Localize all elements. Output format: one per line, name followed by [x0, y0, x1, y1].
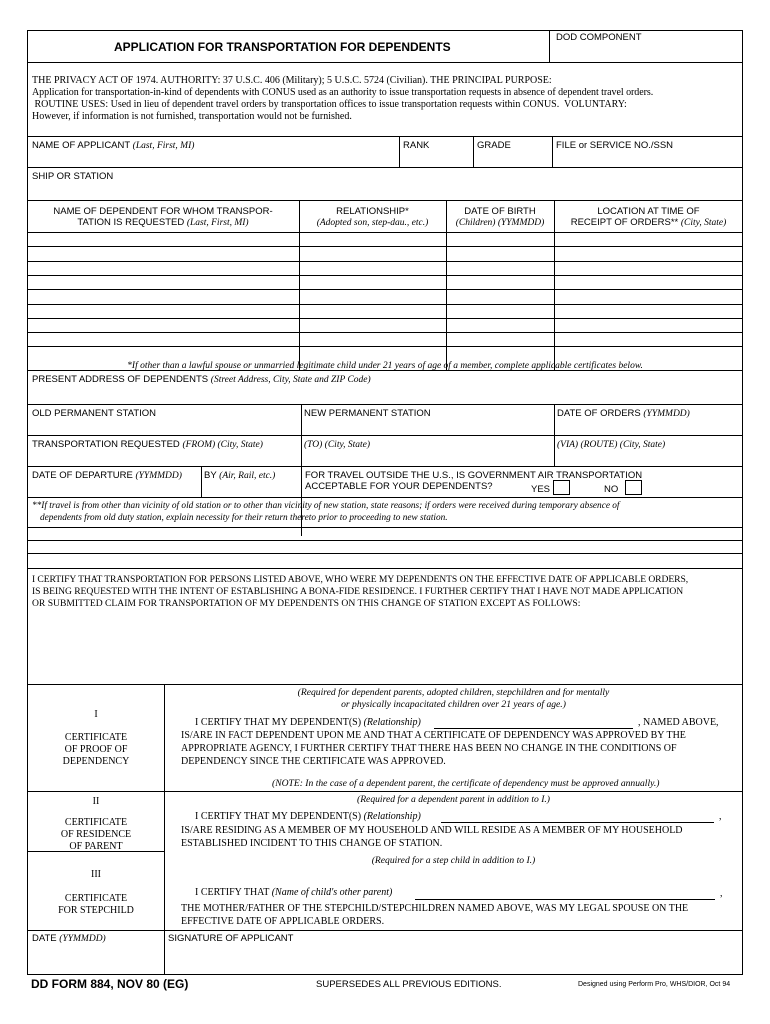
travel-reason-note-line-1: **If travel is from other than vicinity of old station or to other than vicinity of new station, state reasons; if orders were received during temporary absence of: [32, 501, 620, 511]
cert3-statement-c: EFFECTIVE DATE OF APPLICABLE ORDERS.: [181, 916, 385, 927]
no-checkbox[interactable]: [625, 480, 642, 495]
dependent-location-field[interactable]: [555, 290, 740, 302]
dependent-relationship-field[interactable]: [300, 276, 444, 288]
dependent-row: [28, 232, 742, 246]
dependent-relationship-field[interactable]: [300, 305, 444, 317]
cert2-statement-a-end: ,: [719, 811, 722, 822]
cert1-numeral: I: [94, 709, 98, 720]
travel-reason-field-1[interactable]: [29, 527, 741, 539]
travel-question-line-1: FOR TRAVEL OUTSIDE THE U.S., IS GOVERNMENT AIR TRANSPORTATION: [305, 470, 643, 481]
cert1-requirement: (Required for dependent parents, adopted children, stepchildren and for mentally or physically incapacitated children over 21 years of age.): [297, 687, 610, 711]
grade-label: GRADE: [477, 140, 511, 151]
cert3-numeral: III: [91, 869, 101, 880]
dependent-name-field[interactable]: [29, 233, 297, 245]
transport-to-label: (TO) (City, State): [304, 440, 371, 450]
departure-date-field[interactable]: [29, 482, 200, 496]
dependent-dob-field[interactable]: [447, 233, 552, 245]
old-station-field[interactable]: [29, 420, 299, 435]
dependent-row: [28, 289, 742, 303]
dependent-relationship-field[interactable]: [300, 347, 444, 359]
dependent-row: [28, 275, 742, 289]
cert3-statement-a: I CERTIFY THAT (Name of child's other parent): [195, 887, 393, 898]
certify-line-1: I CERTIFY THAT TRANSPORTATION FOR PERSONS LISTED ABOVE, WHO WERE MY DEPENDENTS ON THE EFFECTIVE DATE OF APPLICABLE ORDERS,: [32, 574, 689, 585]
privacy-line-1: THE PRIVACY ACT OF 1974. AUTHORITY: 37 U.S.C. 406 (Military); 5 U.S.C. 5724 (Civilian). THE PRINCIPAL PURPOSE:: [32, 75, 552, 86]
designed-credit: Designed using Perform Pro, WHS/DIOR, Oct 94: [578, 981, 731, 988]
applicant-name-field[interactable]: [29, 151, 397, 166]
dependent-location-field[interactable]: [555, 247, 740, 259]
dependents-footnote: *If other than a lawful spouse or unmarried legitimate child under 21 years of age of a member, complete applicable certificates below.: [127, 361, 643, 371]
dependent-row: [28, 246, 742, 260]
new-station-field[interactable]: [302, 420, 553, 435]
cert3-requirement: (Required for a step child in addition to I.): [371, 855, 536, 866]
date-of-birth-header: DATE OF BIRTH (Children) (YYMMDD): [455, 206, 545, 228]
cert2-statement-c: ESTABLISHED INCIDENT TO THIS CHANGE OF STATION.: [181, 838, 443, 849]
dependent-name-header: NAME OF DEPENDENT FOR WHOM TRANSPOR- TATION IS REQUESTED (Last, First, MI): [53, 206, 273, 228]
privacy-line-3: ROUTINE USES: Used in lieu of dependent travel orders by transportation offices to issue transportation requests within CONUS. VOLUNTARY:: [32, 99, 627, 110]
transport-via-field[interactable]: [555, 451, 741, 466]
dependent-name-field[interactable]: [29, 262, 297, 274]
signature-label: SIGNATURE OF APPLICANT: [168, 933, 294, 944]
dependent-dob-field[interactable]: [447, 290, 552, 302]
dependent-relationship-field[interactable]: [300, 247, 444, 259]
cert1-note: (NOTE: In the case of a dependent parent, the certificate of dependency must be approved annually.): [272, 778, 660, 789]
cert1-relationship-field[interactable]: [434, 728, 633, 729]
dependent-dob-field[interactable]: [447, 247, 552, 259]
dependent-name-field[interactable]: [29, 247, 297, 259]
cert2-statement-a: I CERTIFY THAT MY DEPENDENT(S) (Relationship): [195, 811, 421, 822]
date-of-orders-label: DATE OF ORDERS (YYMMDD): [557, 408, 690, 419]
cert1-statement-a: I CERTIFY THAT MY DEPENDENT(S) (Relationship): [195, 717, 421, 728]
transport-from-label: TRANSPORTATION REQUESTED (FROM) (City, State): [32, 439, 263, 450]
certify-line-3: OR SUBMITTED CLAIM FOR TRANSPORTATION OF MY DEPENDENTS ON THIS CHANGE OF STATION EXCEPT AS FOLLOWS:: [32, 598, 581, 609]
by-field[interactable]: [202, 482, 300, 496]
dependent-relationship-field[interactable]: [300, 233, 444, 245]
dependent-name-field[interactable]: [29, 276, 297, 288]
grade-field[interactable]: [474, 151, 551, 166]
dependent-location-field[interactable]: [555, 305, 740, 317]
yes-checkbox[interactable]: [553, 480, 570, 495]
dependent-row: [28, 332, 742, 346]
dependent-row: [28, 261, 742, 275]
certify-line-2: IS BEING REQUESTED WITH THE INTENT OF ESTABLISHING A BONA-FIDE RESIDENCE. I FURTHER CERTIFY THAT I HAVE NOT MADE APPLICATION: [32, 586, 684, 597]
dependent-location-field[interactable]: [555, 262, 740, 274]
dependent-row: [28, 318, 742, 332]
new-station-label: NEW PERMANENT STATION: [304, 408, 431, 419]
privacy-line-4: However, if information is not furnished, transportation would not be furnished.: [32, 111, 352, 122]
departure-date-label: DATE OF DEPARTURE (YYMMDD): [32, 470, 182, 481]
cert1-title: CERTIFICATE OF PROOF OF DEPENDENCY: [62, 732, 130, 768]
dependent-location-field[interactable]: [555, 319, 740, 331]
supersedes-note: SUPERSEDES ALL PREVIOUS EDITIONS.: [316, 979, 502, 990]
dependent-dob-field[interactable]: [447, 305, 552, 317]
date-label: DATE (YYMMDD): [32, 933, 106, 944]
signature-field[interactable]: [165, 945, 741, 973]
location-header: LOCATION AT TIME OF RECEIPT OF ORDERS** (City, State): [570, 206, 727, 228]
travel-reason-field-2[interactable]: [29, 541, 741, 552]
relationship-header: RELATIONSHIP* (Adopted son, step-dau., etc.): [316, 206, 429, 228]
cert3-other-parent-field[interactable]: [415, 899, 715, 900]
dependent-relationship-field[interactable]: [300, 290, 444, 302]
rank-label: RANK: [403, 140, 430, 151]
date-field[interactable]: [29, 945, 163, 973]
file-service-no-label: FILE or SERVICE NO./SSN: [556, 140, 674, 151]
cert2-title: CERTIFICATE OF RESIDENCE OF PARENT: [60, 817, 132, 853]
ship-station-field[interactable]: [29, 182, 741, 199]
cert1-statement-a-end: , NAMED ABOVE,: [638, 717, 719, 728]
cert2-relationship-field[interactable]: [441, 822, 714, 823]
form-title: APPLICATION FOR TRANSPORTATION FOR DEPENDENTS: [114, 40, 451, 54]
dependent-name-field[interactable]: [29, 333, 297, 345]
date-of-orders-field[interactable]: [555, 420, 741, 435]
cert1-statement-b: IS/ARE IN FACT DEPENDENT UPON ME AND THAT A CERTIFICATE OF DEPENDENCY WAS APPROVED BY THE: [181, 730, 686, 741]
dependent-relationship-field[interactable]: [300, 262, 444, 274]
cert2-numeral: II: [92, 796, 100, 807]
rank-field[interactable]: [400, 151, 472, 166]
transport-via-label: (VIA) (ROUTE) (City, State): [557, 440, 666, 450]
form-number: DD FORM 884, NOV 80 (EG): [31, 977, 189, 991]
no-label: NO: [604, 484, 619, 495]
by-label: BY (Air, Rail, etc.): [204, 470, 276, 481]
dependent-location-field[interactable]: [555, 276, 740, 288]
dependent-row: [28, 304, 742, 318]
transport-to-field[interactable]: [302, 451, 553, 466]
cert3-statement-a-end: ,: [720, 888, 723, 899]
dd-form-884: [27, 30, 743, 975]
dependent-dob-field[interactable]: [447, 347, 552, 359]
cert1-statement-d: DEPENDENCY SINCE THE CERTIFICATE WAS APPROVED.: [181, 756, 446, 767]
present-address-field[interactable]: [29, 386, 741, 405]
dependent-name-field[interactable]: [29, 305, 297, 317]
dependent-name-field[interactable]: [29, 347, 297, 359]
dependent-name-field[interactable]: [29, 290, 297, 302]
cert1-statement-c: APPROPRIATE AGENCY, I FURTHER CERTIFY THAT THERE HAS BEEN NO CHANGE IN THE CONDITIONS OF: [181, 743, 677, 754]
dependent-location-field[interactable]: [555, 347, 740, 359]
dependent-relationship-field[interactable]: [300, 319, 444, 331]
old-station-label: OLD PERMANENT STATION: [32, 408, 157, 419]
travel-question-line-2: ACCEPTABLE FOR YOUR DEPENDENTS?: [305, 481, 493, 492]
applicant-name-label: NAME OF APPLICANT (Last, First, MI): [32, 140, 195, 151]
dependent-location-field[interactable]: [555, 233, 740, 245]
dod-component-field[interactable]: [550, 43, 742, 61]
dependent-dob-field[interactable]: [447, 319, 552, 331]
yes-label: YES: [531, 484, 551, 495]
transport-from-field[interactable]: [29, 451, 299, 466]
file-service-no-field[interactable]: [553, 151, 742, 166]
dependent-name-field[interactable]: [29, 319, 297, 331]
dependent-relationship-field[interactable]: [300, 333, 444, 345]
travel-reason-note-line-2: dependents from old duty station, explain necessity for their return thereto prior to proceeding to new station.: [40, 513, 448, 523]
dependent-row: [28, 346, 742, 360]
exceptions-field[interactable]: [29, 613, 741, 683]
cert2-requirement: (Required for a dependent parent in addition to I.): [357, 794, 550, 805]
dependent-location-field[interactable]: [555, 333, 740, 345]
privacy-line-2: Application for transportation-in-kind of dependents with CONUS used as an authority to issue transportation requests in absence of dependent travel orders.: [32, 87, 654, 98]
dod-component-label: DOD COMPONENT: [556, 32, 642, 43]
dependent-dob-field[interactable]: [447, 262, 552, 274]
dependent-dob-field[interactable]: [447, 276, 552, 288]
ship-station-label: SHIP OR STATION: [32, 171, 114, 182]
cert3-title: CERTIFICATE FOR STEPCHILD: [58, 893, 134, 917]
cert2-statement-b: IS/ARE RESIDING AS A MEMBER OF MY HOUSEHOLD AND WILL RESIDE AS A MEMBER OF MY HOUSEHOLD: [181, 825, 683, 836]
dependent-dob-field[interactable]: [447, 333, 552, 345]
cert3-statement-b: THE MOTHER/FATHER OF THE STEPCHILD/STEPCHILDREN NAMED ABOVE, WAS MY LEGAL SPOUSE ON THE: [181, 903, 689, 914]
present-address-label: PRESENT ADDRESS OF DEPENDENTS (Street Address, City, State and ZIP Code): [32, 374, 371, 385]
